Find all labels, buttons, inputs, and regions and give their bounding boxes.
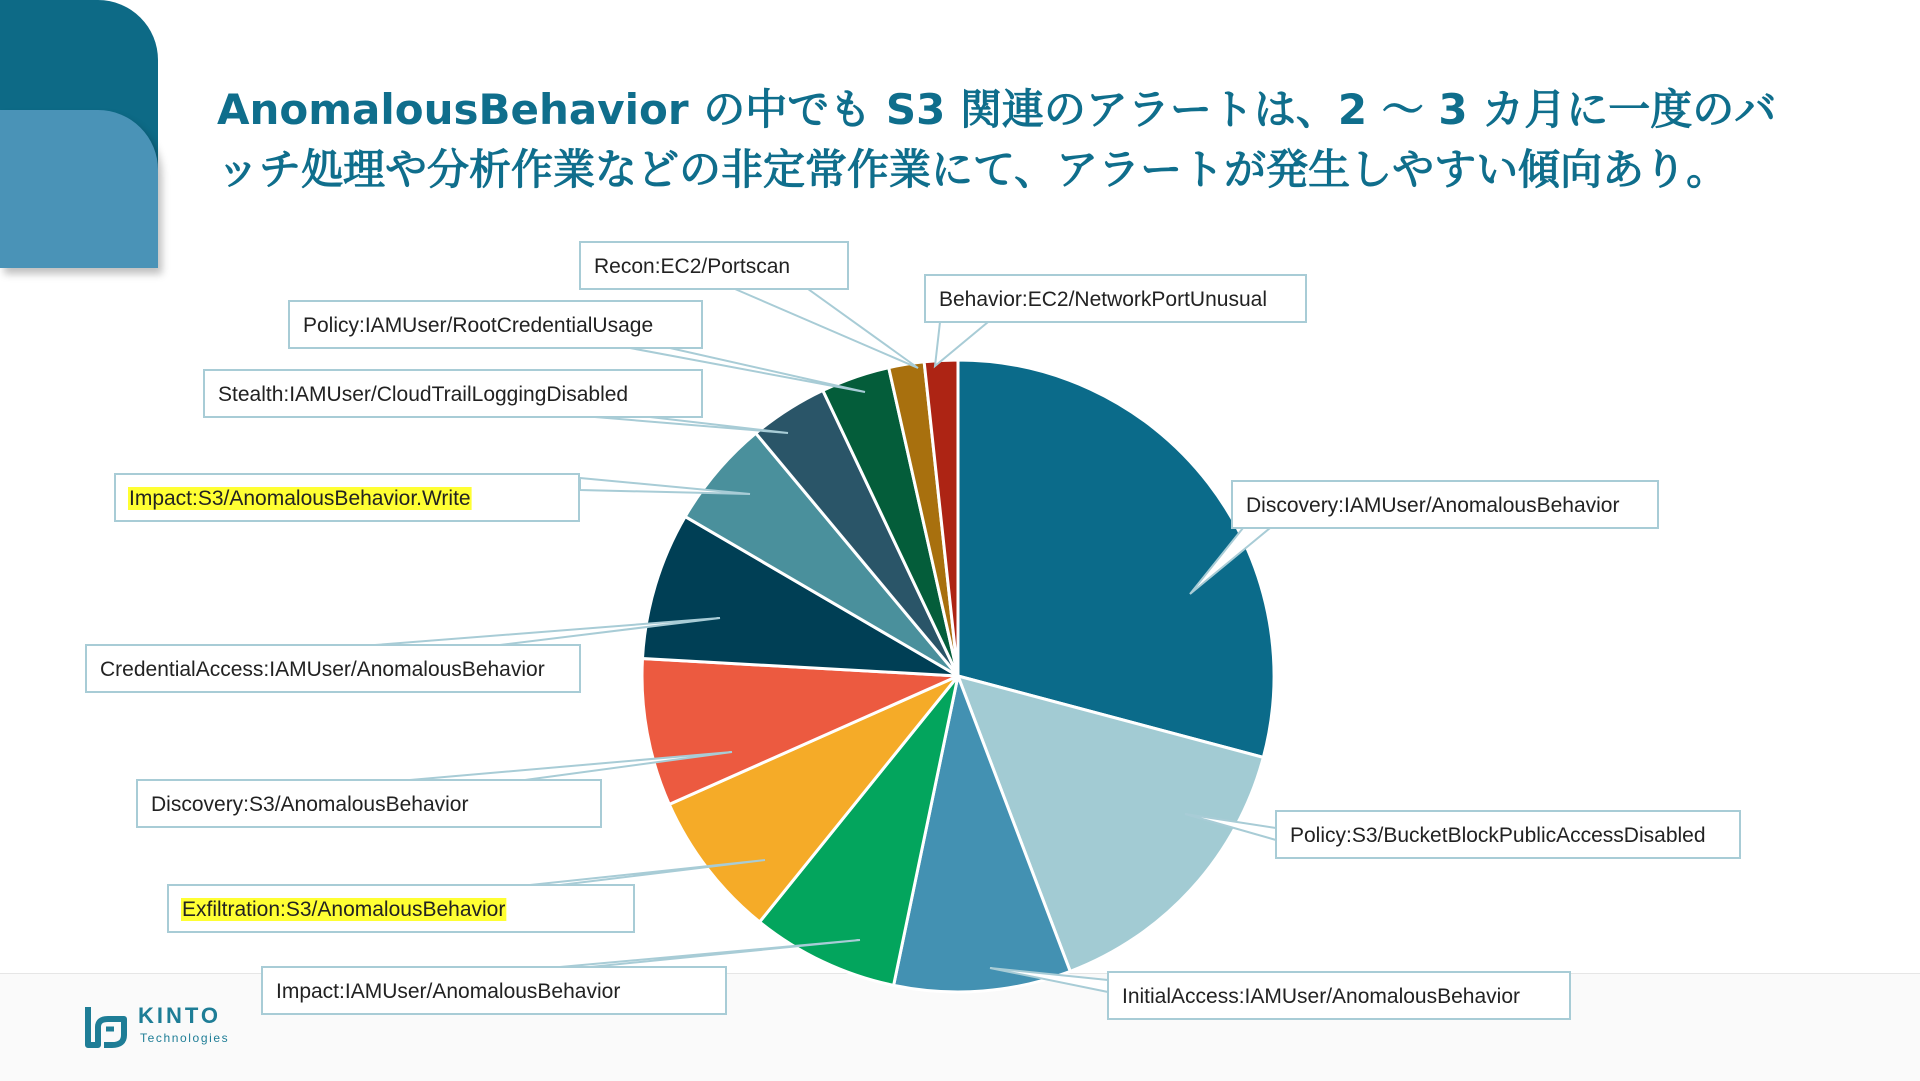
slide-title: AnomalousBehavior の中でも S3 関連のアラートは、2 〜 3 カ月に一度のバッチ処理や分析作業などの非定常作業にて、アラートが発生しやすい傾向あり。 [217, 85, 1777, 194]
slice-label-1: Discovery:IAMUser/AnomalousBehavior [1246, 494, 1620, 517]
slice-label-6: Discovery:S3/AnomalousBehavior [151, 793, 469, 816]
pie-slices [642, 360, 1274, 992]
slice-label-8: Impact:S3/AnomalousBehavior.Write [129, 487, 471, 510]
logo-wordmark: KINTO [138, 1003, 222, 1028]
slice-label-9: Stealth:IAMUser/CloudTrailLoggingDisabled [218, 383, 629, 406]
slice-label-12: Behavior:EC2/NetworkPortUnusual [939, 288, 1267, 311]
logo-subtitle: Technologies [140, 1031, 230, 1045]
slice-label-5: Exfiltration:S3/AnomalousBehavior [182, 898, 506, 921]
leader-line-9 [595, 417, 788, 433]
leader-line-11 [735, 289, 918, 368]
slice-label-11: Recon:EC2/Portscan [594, 255, 791, 278]
slice-label-3: InitialAccess:IAMUser/AnomalousBehavior [1122, 985, 1520, 1008]
slice-label-7: CredentialAccess:IAMUser/AnomalousBehavior [100, 658, 545, 681]
slice-label-10: Policy:IAMUser/RootCredentialUsage [303, 314, 654, 337]
slice-label-4: Impact:IAMUser/AnomalousBehavior [276, 980, 621, 1003]
slice-label-2: Policy:S3/BucketBlockPublicAccessDisabled [1290, 824, 1706, 847]
